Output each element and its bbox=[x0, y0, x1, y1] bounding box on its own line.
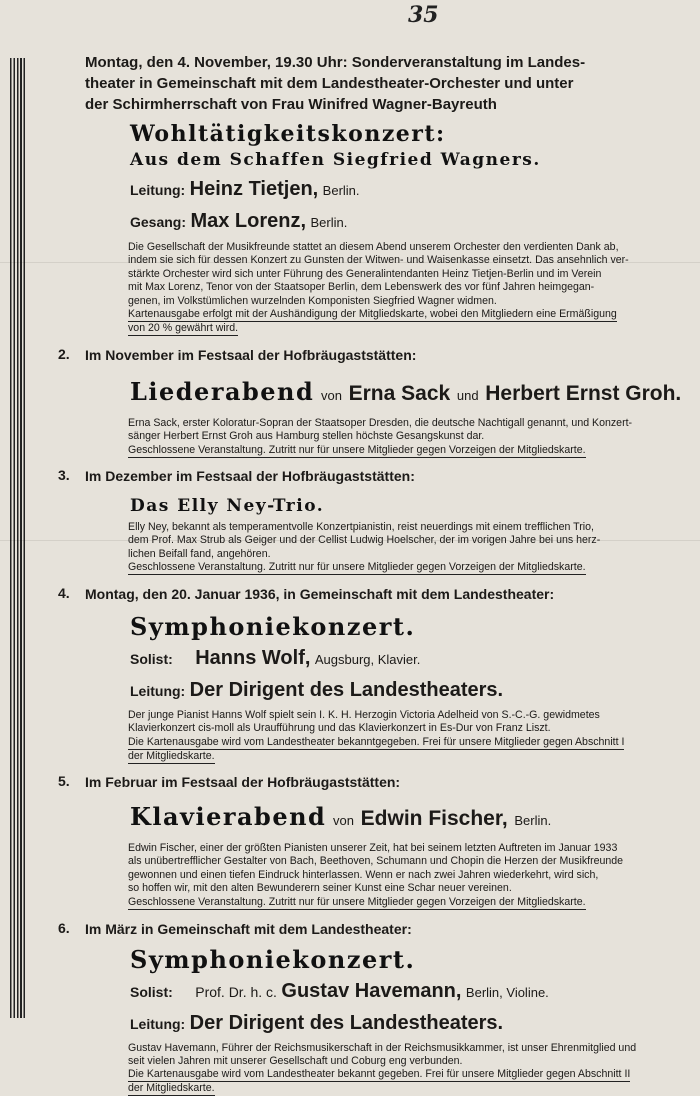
description-line: sänger Herbert Ernst Groh aus Hamburg stellen höchste Gesangskunst dar. bbox=[128, 430, 700, 443]
soloist-detail: Berlin, Violine. bbox=[466, 985, 549, 1000]
event-title: Liederabend bbox=[130, 377, 314, 406]
singer-label: Gesang: bbox=[130, 214, 186, 230]
description-line: als unübertrefflicher Gestalter von Bach, Beethoven, Schumann und Chopin die Herzen der Musikfreunde bbox=[128, 855, 700, 868]
event-title: Wohltätigkeitskonzert: bbox=[130, 121, 690, 147]
event-subtitle: Aus dem Schaffen Siegfried Wagners. bbox=[130, 149, 690, 171]
event-description bbox=[128, 521, 700, 561]
conductor-name: Der Dirigent des Landestheaters. bbox=[190, 1012, 503, 1034]
program-item-3 bbox=[40, 467, 690, 575]
ticket-note: Die Kartenausgabe wird vom Landestheater bekanntgegeben. Frei für unsere Mitglieder gegen Abschnitt I bbox=[128, 736, 624, 750]
decorative-side-rule bbox=[10, 58, 26, 1018]
description-line: Elly Ney, bekannt als temperamentvolle Konzertpianistin, reist neuerdings mit einem trefflichen Trio, bbox=[128, 521, 700, 534]
item-number: 4. bbox=[58, 585, 70, 601]
description-line: Erna Sack, erster Koloratur-Sopran der Staatsoper Dresden, die deutsche Nachtigall genannt, und Konzert- bbox=[128, 417, 700, 430]
item-number: 3. bbox=[58, 467, 70, 483]
soloist-detail: Augsburg, Klavier. bbox=[315, 652, 421, 667]
description-line: Die Gesellschaft der Musikfreunde stattet an diesem Abend unserem Orchester den verdienten Dank ab, bbox=[128, 241, 700, 254]
soloist-label: Solist: bbox=[130, 651, 173, 667]
program-item-4 bbox=[40, 585, 690, 764]
description-line: seit vielen Jahren mit unserer Gesellschaft und Coburg eng verbunden. bbox=[128, 1055, 700, 1068]
conductor-label: Leitung: bbox=[130, 683, 185, 699]
ticket-note: von 20 % gewährt wird. bbox=[128, 322, 238, 336]
ticket-note: Geschlossene Veranstaltung. Zutritt nur für unsere Mitglieder gegen Vorzeigen der Mitgliedskarte. bbox=[128, 896, 586, 910]
description-line: Klavierkonzert cis-moll als Uraufführung und das Klavierkonzert in Es-Dur von Franz Liszt. bbox=[128, 722, 700, 735]
artist-city: Berlin. bbox=[514, 813, 551, 828]
heading-line: der Schirmherrschaft von Frau Winifred Wagner-Bayreuth bbox=[85, 94, 690, 115]
ticket-note: der Mitgliedskarte. bbox=[128, 750, 215, 764]
heading-line: Montag, den 4. November, 19.30 Uhr: Sonderveranstaltung im Landes- bbox=[85, 52, 690, 73]
singer-name: Max Lorenz, bbox=[190, 210, 306, 232]
soloist-title: Prof. Dr. h. c. bbox=[195, 984, 277, 1000]
connector-text: von bbox=[333, 813, 354, 828]
ticket-note: der Mitgliedskarte. bbox=[128, 1082, 215, 1096]
ticket-note: Die Kartenausgabe wird vom Landestheater bekannt gegeben. Frei für unsere Mitglieder gegen Abschnitt II bbox=[128, 1068, 630, 1082]
artist-name: Edwin Fischer, bbox=[361, 807, 508, 830]
description-line: Der junge Pianist Hanns Wolf spielt sein I. K. H. Herzogin Victoria Adelheid von S.-C.-G. gewidmetes bbox=[128, 709, 700, 722]
event-description bbox=[128, 241, 700, 308]
description-line: Edwin Fischer, einer der größten Pianisten unserer Zeit, hat bei seinem letzten Auftreten im Januar 1933 bbox=[128, 842, 700, 855]
description-line: mit Max Lorenz, Tenor von der Staatsoper Berlin, dem Lebenswerk des vor fünf Jahren heimgegan- bbox=[128, 281, 700, 294]
conductor-city: Berlin. bbox=[323, 183, 360, 198]
artist-name: Erna Sack bbox=[349, 382, 451, 405]
conductor-name: Der Dirigent des Landestheaters. bbox=[190, 679, 503, 701]
artist-name: Herbert Ernst Groh. bbox=[485, 382, 681, 405]
event-title: Symphoniekonzert. bbox=[130, 945, 690, 975]
conductor-label: Leitung: bbox=[130, 182, 185, 198]
conductor-name: Heinz Tietjen, bbox=[190, 178, 319, 200]
conductor-line bbox=[130, 1009, 690, 1039]
program-item-6 bbox=[40, 920, 690, 1096]
item-number: 5. bbox=[58, 773, 70, 789]
event-heading: Im Februar im Festsaal der Hofbräugaststätten: bbox=[85, 773, 690, 792]
description-line: genen, im Volkstümlichen wurzelnden Komponisten Siegfried Wagner widmen. bbox=[128, 295, 700, 308]
connector-text: von bbox=[321, 388, 342, 403]
soloist-name: Hanns Wolf, bbox=[195, 647, 310, 669]
description-line: dem Prof. Max Strub als Geiger und der Cellist Ludwig Hoelscher, der im vorigen Jahre bei uns herz- bbox=[128, 534, 700, 547]
event-title-line bbox=[130, 377, 690, 411]
event-description bbox=[128, 417, 700, 444]
program-item-2 bbox=[40, 346, 690, 458]
page-number: 35 bbox=[408, 2, 439, 28]
event-description bbox=[128, 1042, 700, 1069]
program-item-5 bbox=[40, 773, 690, 910]
event-heading: Montag, den 20. Januar 1936, in Gemeinschaft mit dem Landestheater: bbox=[85, 585, 690, 604]
event-title-line bbox=[130, 802, 690, 836]
event-title: Das Elly Ney-Trio. bbox=[130, 494, 690, 518]
program-list bbox=[40, 52, 690, 1096]
conductor-line bbox=[130, 175, 690, 205]
ticket-note: Geschlossene Veranstaltung. Zutritt nur für unsere Mitglieder gegen Vorzeigen der Mitgliedskarte. bbox=[128, 561, 586, 575]
event-heading bbox=[85, 52, 690, 115]
description-line: so hoffen wir, mit den alten Bewunderern seiner Kunst eine Schar neuer vereinen. bbox=[128, 882, 700, 895]
soloist-label: Solist: bbox=[130, 984, 173, 1000]
event-title: Klavierabend bbox=[130, 802, 326, 831]
event-heading: Im März in Gemeinschaft mit dem Landestheater: bbox=[85, 920, 690, 939]
connector-text: und bbox=[457, 388, 479, 403]
conductor-line bbox=[130, 676, 690, 706]
item-number: 2. bbox=[58, 346, 70, 362]
soloist-line bbox=[130, 644, 690, 674]
soloist-name: Gustav Havemann, bbox=[281, 980, 461, 1002]
ticket-note: Kartenausgabe erfolgt mit der Aushändigung der Mitgliedskarte, wobei den Mitgliedern eine Ermäßigung bbox=[128, 308, 617, 322]
description-line: stärkte Orchester wird sich unter Führung des Generalintendanten Heinz Tietjen-Berlin und im Verein bbox=[128, 268, 700, 281]
ticket-note: Geschlossene Veranstaltung. Zutritt nur für unsere Mitglieder gegen Vorzeigen der Mitgliedskarte. bbox=[128, 444, 586, 458]
event-heading: Im Dezember im Festsaal der Hofbräugaststätten: bbox=[85, 467, 690, 486]
description-line: lichen Beifall fand, angehören. bbox=[128, 548, 700, 561]
item-number: 6. bbox=[58, 920, 70, 936]
heading-line: theater in Gemeinschaft mit dem Landestheater-Orchester und unter bbox=[85, 73, 690, 94]
program-item-1 bbox=[40, 52, 690, 336]
description-line: indem sie sich für dessen Konzert zu Gunsten der Witwen- und Waisenkasse einsetzt. Das ansehnlich ver- bbox=[128, 254, 700, 267]
singer-line bbox=[130, 207, 690, 237]
conductor-label: Leitung: bbox=[130, 1016, 185, 1032]
description-line: gewonnen und einen tiefen Eindruck hinterlassen. Wenn er nach zwei Jahren wiederkehrt, wird sich, bbox=[128, 869, 700, 882]
event-description bbox=[128, 709, 700, 736]
event-title: Symphoniekonzert. bbox=[130, 612, 690, 642]
event-description bbox=[128, 842, 700, 896]
event-heading: Im November im Festsaal der Hofbräugaststätten: bbox=[85, 346, 690, 365]
description-line: Gustav Havemann, Führer der Reichsmusikerschaft in der Reichsmusikkammer, ist unser Ehrenmitglied und bbox=[128, 1042, 700, 1055]
soloist-line bbox=[130, 977, 690, 1007]
singer-city: Berlin. bbox=[311, 215, 348, 230]
